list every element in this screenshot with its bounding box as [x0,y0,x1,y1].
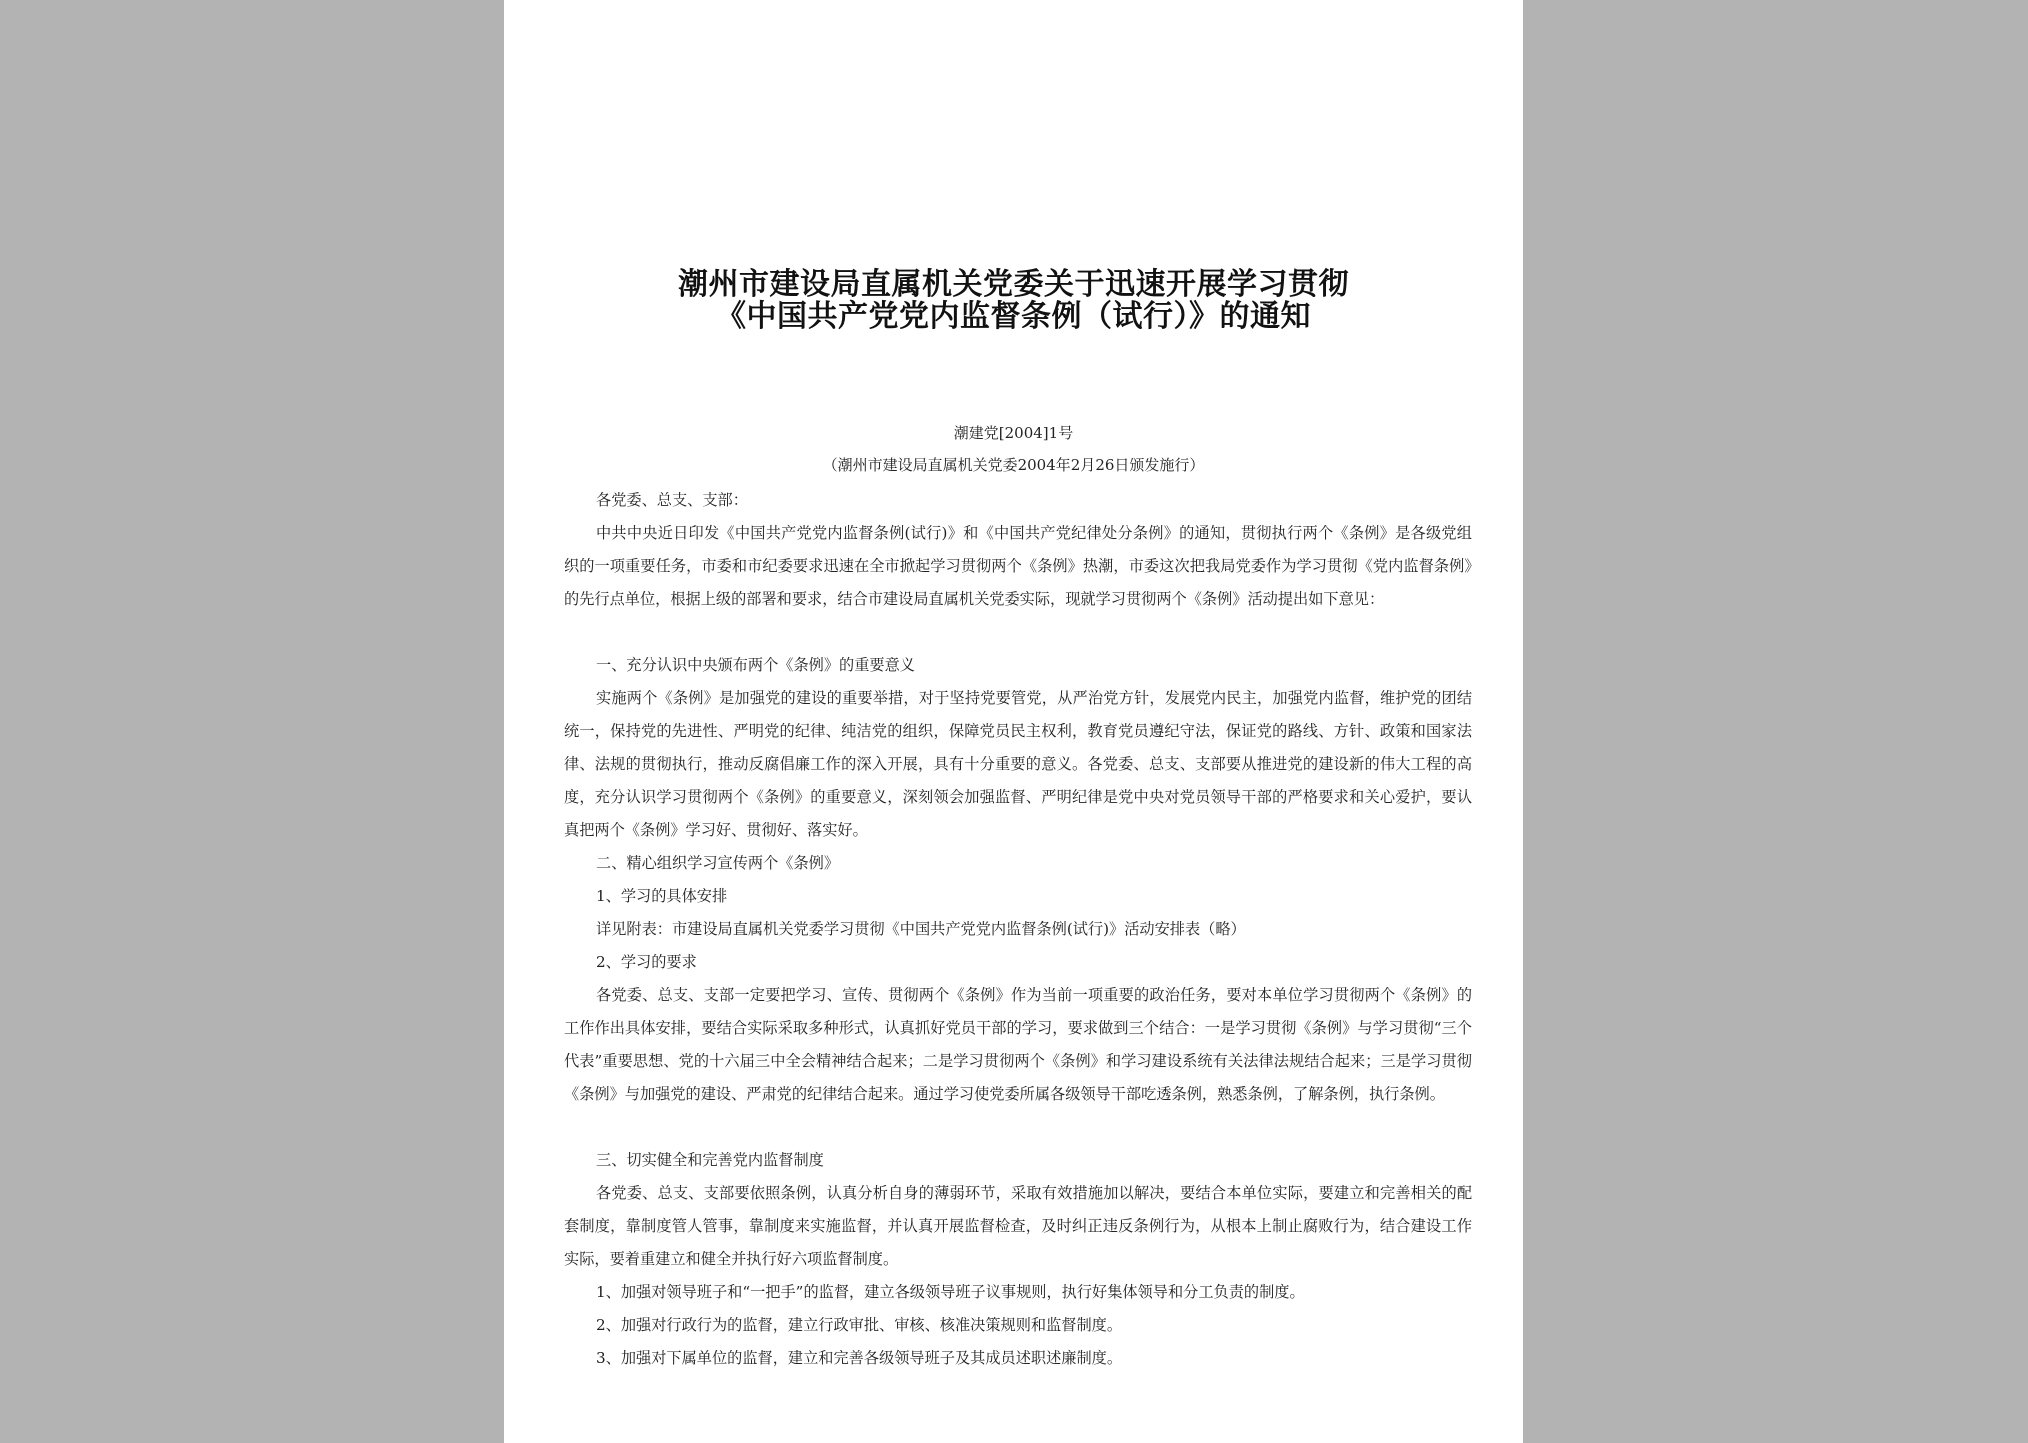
document-title-line-1: 潮州市建设局直属机关党委关于迅速开展学习贯彻 [678,267,1349,302]
issue-note: （潮州市建设局直属机关党委2004年2月26日颁发施行） [822,456,1205,474]
list-item-3-3: 3、加强对下属单位的监督，建立和完善各级领导班子及其成员述职述廉制度。 [596,1349,1123,1367]
section-heading-2: 二、精心组织学习宣传两个《条例》 [596,854,839,872]
paragraph-section-3: 各党委、总支、支部要依照条例，认真分析自身的薄弱环节，采取有效措施加以解决，要结合本单位实际，要建立和完善相关的配套制度，靠制度管人管事，靠制度来实施监督，并认真开展监督检查，及时纠正违反条例行为，从根本上制止腐败行为，结合建设工作实际，要着重建立和健全并执行好六项监督制度。 [564,1184,1472,1268]
document-number: 潮建党[2004]1号 [953,424,1074,442]
list-item-3-2: 2、加强对行政行为的监督，建立行政审批、审核、核准决策规则和监督制度。 [596,1316,1123,1334]
section-heading-3: 三、切实健全和完善党内监督制度 [596,1151,824,1169]
document-title-line-2: 《中国共产党党内监督条例（试行）》的通知 [716,299,1311,334]
subheading-2-2: 2、学习的要求 [596,953,697,971]
paragraph-intro: 中共中央近日印发《中国共产党党内监督条例(试行)》和《中国共产党纪律处分条例》的通知，贯彻执行两个《条例》是各级党组织的一项重要任务，市委和市纪委要求迅速在全市掀起学习贯彻两个《条例》热潮，市委这次把我局党委作为学习贯彻《党内监督条例》的先行点单位，根据上级的部署和要求，结合市建设局直属机关党委实际，现就学习贯彻两个《条例》活动提出如下意见： [564,524,1472,608]
list-item-3-1: 1、加强对领导班子和“一把手”的监督，建立各级领导班子议事规则，执行好集体领导和分工负责的制度。 [596,1283,1305,1301]
section-heading-1: 一、充分认识中央颁布两个《条例》的重要意义 [596,656,915,674]
paragraph-2-1: 详见附表：市建设局直属机关党委学习贯彻《中国共产党党内监督条例(试行)》活动安排表（略） [596,920,1246,938]
subheading-2-1: 1、学习的具体安排 [596,887,728,905]
paragraph-section-1: 实施两个《条例》是加强党的建设的重要举措，对于坚持党要管党，从严治党方针，发展党内民主，加强党内监督，维护党的团结统一，保持党的先进性、严明党的纪律、纯洁党的组织，保障党员民主权利，教育党员遵纪守法，保证党的路线、方针、政策和国家法律、法规的贯彻执行，推动反腐倡廉工作的深入开展，具有十分重要的意义。各党委、总支、支部要从推进党的建设新的伟大工程的高度，充分认识学习贯彻两个《条例》的重要意义，深刻领会加强监督、严明纪律是党中央对党员领导干部的严格要求和关心爱护，要认真把两个《条例》学习好、贯彻好、落实好。 [564,689,1472,839]
document-page [504,0,1523,1443]
salutation: 各党委、总支、支部： [596,491,748,509]
paragraph-2-2: 各党委、总支、支部一定要把学习、宣传、贯彻两个《条例》作为当前一项重要的政治任务，要对本单位学习贯彻两个《条例》的工作作出具体安排，要结合实际采取多种形式，认真抓好党员干部的学习，要求做到三个结合：一是学习贯彻《条例》与学习贯彻“三个代表”重要思想、党的十六届三中全会精神结合起来；二是学习贯彻两个《条例》和学习建设系统有关法律法规结合起来；三是学习贯彻《条例》与加强党的建设、严肃党的纪律结合起来。通过学习使党委所属各级领导干部吃透条例，熟悉条例，了解条例，执行条例。 [564,986,1472,1103]
